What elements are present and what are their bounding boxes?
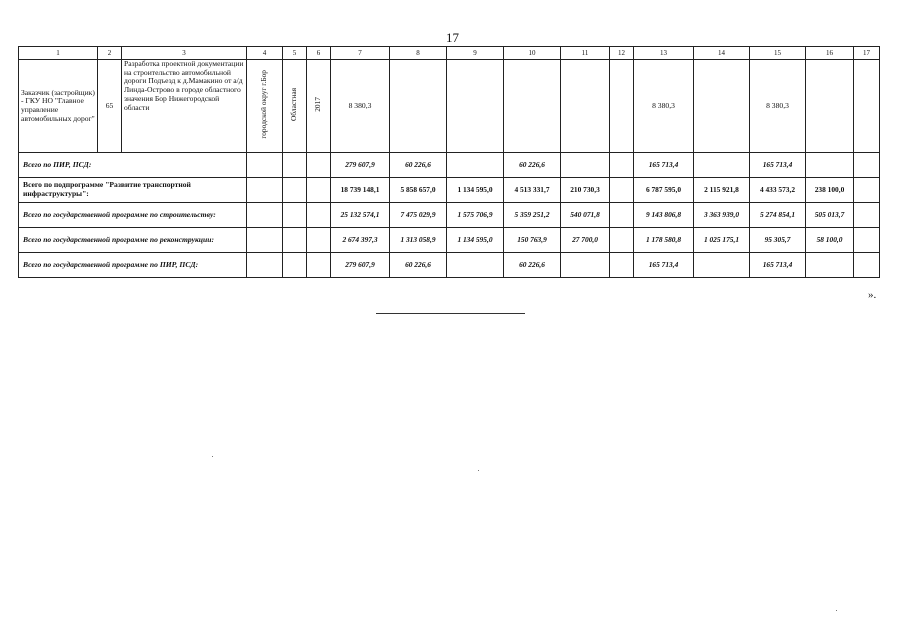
total-value-cell: 58 100,0 xyxy=(806,228,854,253)
total-value-cell xyxy=(610,153,634,178)
empty-cell xyxy=(283,153,307,178)
ownership-cell xyxy=(283,60,307,153)
scan-speck xyxy=(836,610,837,611)
ownership-text: Областная xyxy=(289,88,299,122)
total-label: Всего по государственной программе по реконструкции: xyxy=(19,228,247,253)
column-number-cell: 13 xyxy=(634,47,694,60)
column-number-cell: 4 xyxy=(247,47,283,60)
total-label: Всего по государственной программе по строительству: xyxy=(19,203,247,228)
total-row xyxy=(19,203,880,228)
total-value-cell: 165 713,4 xyxy=(750,153,806,178)
empty-cell xyxy=(307,153,331,178)
total-label: Всего по подпрограмме "Развитие транспортной инфраструктуры": xyxy=(19,178,247,203)
total-value-cell: 4 513 331,7 xyxy=(504,178,561,203)
total-value-cell: 9 143 806,8 xyxy=(634,203,694,228)
municipality-cell xyxy=(247,60,283,153)
value-cell xyxy=(390,60,447,153)
column-number-row xyxy=(19,47,880,60)
column-number-cell: 16 xyxy=(806,47,854,60)
total-label: Всего по ПИР, ПСД: xyxy=(19,153,247,178)
column-number-cell: 12 xyxy=(610,47,634,60)
closing-quote: ». xyxy=(868,289,877,301)
empty-cell xyxy=(307,228,331,253)
year-cell xyxy=(307,60,331,153)
total-value-cell: 1 134 595,0 xyxy=(447,178,504,203)
separator-line xyxy=(376,313,525,314)
total-value-cell: 238 100,0 xyxy=(806,178,854,203)
empty-cell xyxy=(247,153,283,178)
empty-cell xyxy=(283,253,307,278)
scan-speck xyxy=(212,456,213,457)
total-value-cell: 7 475 029,9 xyxy=(390,203,447,228)
value-cell xyxy=(504,60,561,153)
empty-cell xyxy=(247,228,283,253)
total-value-cell xyxy=(447,253,504,278)
column-number-cell: 9 xyxy=(447,47,504,60)
total-value-cell: 4 433 573,2 xyxy=(750,178,806,203)
total-value-cell xyxy=(694,253,750,278)
total-value-cell: 3 363 939,0 xyxy=(694,203,750,228)
value-cell: 8 380,3 xyxy=(331,60,390,153)
total-value-cell: 2 115 921,8 xyxy=(694,178,750,203)
total-value-cell: 165 713,4 xyxy=(750,253,806,278)
value-cell: 8 380,3 xyxy=(750,60,806,153)
total-value-cell: 1 134 595,0 xyxy=(447,228,504,253)
total-value-cell xyxy=(854,228,880,253)
total-value-cell: 210 730,3 xyxy=(561,178,610,203)
total-value-cell xyxy=(610,203,634,228)
total-value-cell: 279 607,9 xyxy=(331,153,390,178)
empty-cell xyxy=(283,203,307,228)
total-row xyxy=(19,178,880,203)
total-value-cell: 18 739 148,1 xyxy=(331,178,390,203)
value-cell xyxy=(447,60,504,153)
total-value-cell: 60 226,6 xyxy=(390,253,447,278)
total-value-cell: 1 025 175,1 xyxy=(694,228,750,253)
column-number-cell: 17 xyxy=(854,47,880,60)
value-cell xyxy=(610,60,634,153)
total-value-cell xyxy=(610,253,634,278)
scan-speck xyxy=(478,470,479,471)
empty-cell xyxy=(283,178,307,203)
total-value-cell: 5 274 854,1 xyxy=(750,203,806,228)
column-number-cell: 1 xyxy=(19,47,98,60)
total-label: Всего по государственной программе по ПИР, ПСД: xyxy=(19,253,247,278)
total-value-cell: 165 713,4 xyxy=(634,253,694,278)
empty-cell xyxy=(307,203,331,228)
object-description-cell: Разработка проектной документации на строительство автомобильной дороги Подъезд к д.Мамакино от а/д Линда-Острово в городе областного значения Бор Нижегородской области xyxy=(122,60,247,153)
total-value-cell: 1 313 058,9 xyxy=(390,228,447,253)
column-number-cell: 8 xyxy=(390,47,447,60)
total-value-cell: 165 713,4 xyxy=(634,153,694,178)
total-value-cell xyxy=(610,178,634,203)
total-value-cell xyxy=(561,153,610,178)
total-row xyxy=(19,253,880,278)
total-value-cell: 27 700,0 xyxy=(561,228,610,253)
column-number-cell: 2 xyxy=(98,47,122,60)
column-number-cell: 6 xyxy=(307,47,331,60)
total-value-cell xyxy=(854,203,880,228)
total-row xyxy=(19,153,880,178)
total-row xyxy=(19,228,880,253)
value-cell xyxy=(806,60,854,153)
object-number-cell: 65 xyxy=(98,60,122,153)
budget-table xyxy=(18,46,880,278)
total-value-cell xyxy=(561,253,610,278)
total-value-cell: 2 674 397,3 xyxy=(331,228,390,253)
empty-cell xyxy=(283,228,307,253)
total-value-cell xyxy=(854,153,880,178)
column-number-cell: 11 xyxy=(561,47,610,60)
empty-cell xyxy=(307,178,331,203)
object-row xyxy=(19,60,880,153)
column-number-cell: 7 xyxy=(331,47,390,60)
total-value-cell xyxy=(610,228,634,253)
municipality-text: городской округ г.Бор xyxy=(259,70,269,139)
customer-cell: Заказчик (застройщик) - ГКУ НО "Главное управление автомобильных дорог" xyxy=(19,60,98,153)
empty-cell xyxy=(247,203,283,228)
column-number-cell: 5 xyxy=(283,47,307,60)
total-value-cell: 1 178 580,8 xyxy=(634,228,694,253)
value-cell xyxy=(854,60,880,153)
total-value-cell: 540 071,8 xyxy=(561,203,610,228)
empty-cell xyxy=(307,253,331,278)
total-value-cell: 60 226,6 xyxy=(504,253,561,278)
empty-cell xyxy=(247,178,283,203)
year-text: 2017 xyxy=(313,97,323,113)
total-value-cell xyxy=(694,153,750,178)
total-value-cell: 5 858 657,0 xyxy=(390,178,447,203)
page-number: 17 xyxy=(446,30,459,45)
value-cell xyxy=(694,60,750,153)
total-value-cell: 60 226,6 xyxy=(390,153,447,178)
total-value-cell: 95 305,7 xyxy=(750,228,806,253)
total-value-cell: 505 013,7 xyxy=(806,203,854,228)
column-number-cell: 3 xyxy=(122,47,247,60)
total-value-cell: 5 359 251,2 xyxy=(504,203,561,228)
total-value-cell: 6 787 595,0 xyxy=(634,178,694,203)
total-value-cell: 1 575 706,9 xyxy=(447,203,504,228)
total-value-cell: 279 607,9 xyxy=(331,253,390,278)
total-value-cell xyxy=(806,253,854,278)
empty-cell xyxy=(247,253,283,278)
total-value-cell xyxy=(806,153,854,178)
total-value-cell xyxy=(447,153,504,178)
column-number-cell: 10 xyxy=(504,47,561,60)
total-value-cell: 60 226,6 xyxy=(504,153,561,178)
total-value-cell: 150 763,9 xyxy=(504,228,561,253)
value-cell xyxy=(561,60,610,153)
total-value-cell xyxy=(854,178,880,203)
column-number-cell: 15 xyxy=(750,47,806,60)
value-cell: 8 380,3 xyxy=(634,60,694,153)
total-value-cell xyxy=(854,253,880,278)
column-number-cell: 14 xyxy=(694,47,750,60)
total-value-cell: 25 132 574,1 xyxy=(331,203,390,228)
